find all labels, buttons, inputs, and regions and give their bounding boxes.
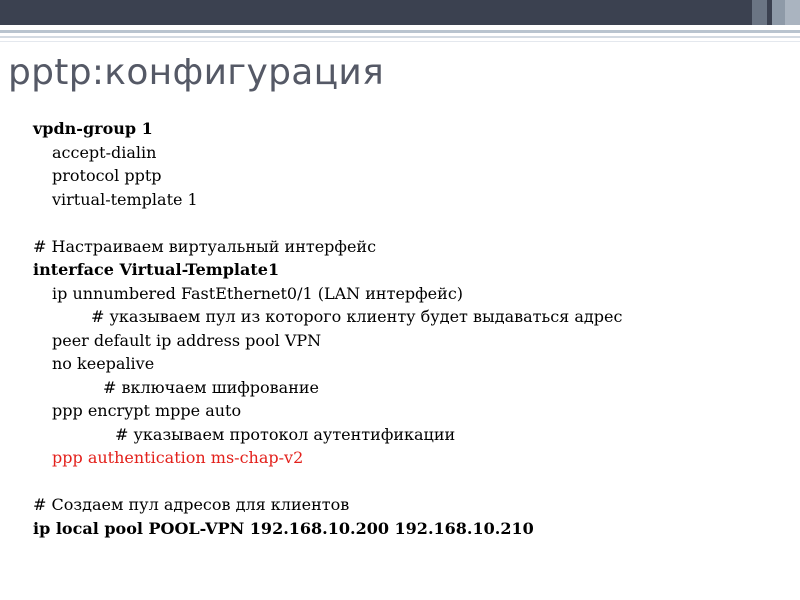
decorative-stripe bbox=[0, 30, 800, 33]
decorative-stripe bbox=[0, 36, 800, 38]
blank-line bbox=[33, 470, 773, 494]
comment-line: # Настраиваем виртуальный интерфейс bbox=[33, 236, 377, 256]
highlighted-config-line: ppp authentication ms-chap-v2 bbox=[52, 448, 304, 467]
config-line: ppp encrypt mppe auto bbox=[52, 401, 242, 420]
config-line: interface Virtual-Template1 bbox=[33, 260, 280, 279]
top-bar-accent bbox=[785, 0, 800, 25]
slide-title: pptp:конфигурация bbox=[8, 52, 385, 93]
comment-line: # указываем пул из которого клиенту будет выдаваться адрес bbox=[91, 307, 623, 326]
top-bar-accent bbox=[752, 0, 767, 25]
comment-line: # указываем протокол аутентификации bbox=[115, 424, 456, 444]
config-line: accept-dialin bbox=[52, 142, 157, 162]
config-line: vpdn-group 1 bbox=[33, 119, 153, 138]
config-line: ip local pool POOL-VPN 192.168.10.200 192.168.10.210 bbox=[33, 518, 534, 538]
comment-line: # Создаем пул адресов для клиентов bbox=[33, 495, 350, 514]
config-line: no keepalive bbox=[52, 354, 155, 373]
blank-line bbox=[33, 211, 773, 235]
top-bar bbox=[0, 0, 800, 25]
config-listing bbox=[33, 117, 773, 540]
comment-line: # включаем шифрование bbox=[103, 377, 319, 397]
config-line: ip unnumbered FastEthernet0/1 (LAN интерфейс) bbox=[52, 283, 464, 303]
config-line: peer default ip address pool VPN bbox=[52, 330, 322, 350]
config-line: protocol pptp bbox=[52, 166, 162, 185]
decorative-stripe bbox=[0, 41, 800, 42]
config-line: virtual-template 1 bbox=[52, 189, 198, 209]
